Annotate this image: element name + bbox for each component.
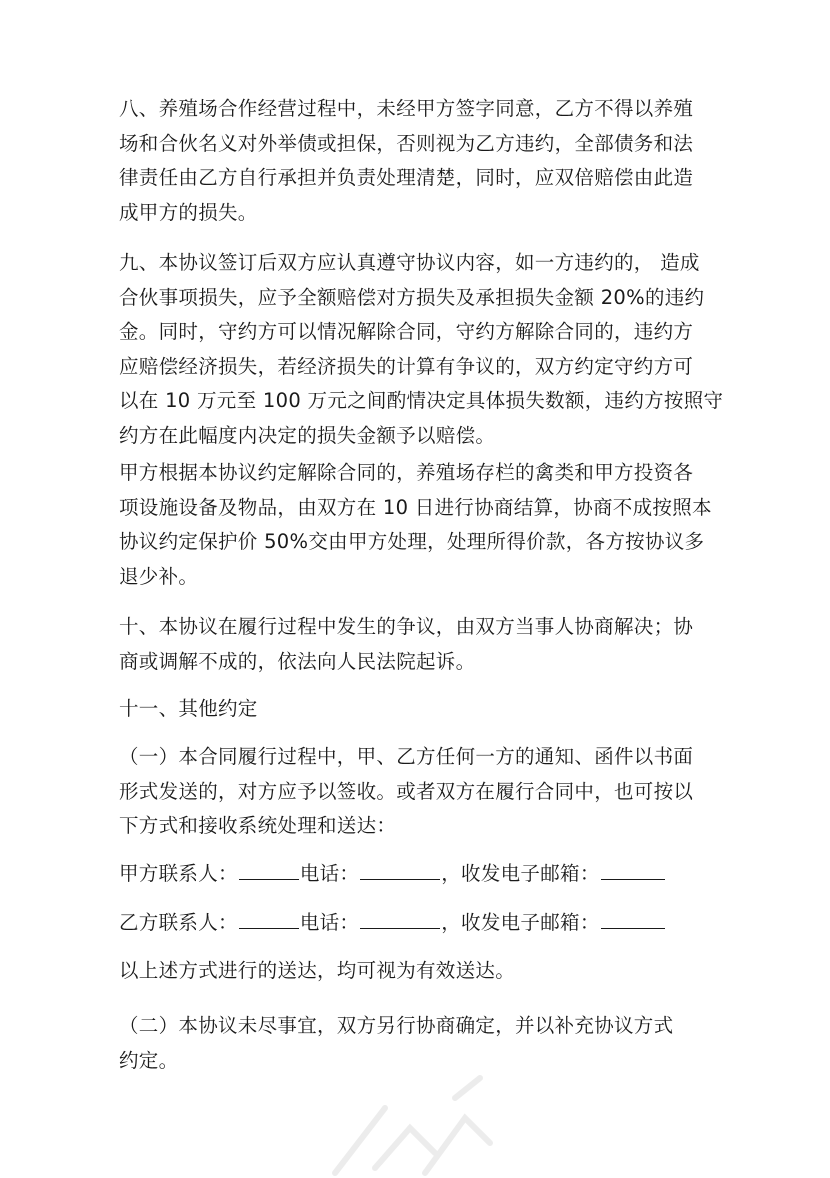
text-line: 退少补。: [119, 564, 199, 588]
party-a-phone-blank[interactable]: [360, 857, 440, 880]
section-heading: 十一、其他约定: [119, 697, 258, 720]
text-line: 项设施设备及物品，由双方在 10 日进行协商结算，协商不成按照本: [119, 495, 712, 519]
text-line: （二）本协议未尽事宜，双方另行协商确定，并以补充协议方式: [119, 1014, 674, 1037]
clause-8-paragraph: [119, 92, 719, 230]
party-a-email-label: ，收发电子邮箱：: [441, 862, 600, 885]
clause-11-title: [119, 692, 719, 727]
clause-11-1-paragraph: [119, 740, 719, 844]
text-line: 以在 10 万元至 100 万元之间酌情决定具体损失数额，违约方按照守: [119, 389, 724, 412]
party-a-phone-label: 电话：: [299, 862, 360, 885]
text-line: （一）本合同履行过程中，甲、乙方任何一方的通知、函件以书面: [119, 745, 694, 768]
party-b-contact-label: 乙方联系人：: [119, 911, 238, 934]
text-line: 十、本协议在履行过程中发生的争议，由双方当事人协商解决；协: [119, 615, 694, 638]
party-b-email-blank[interactable]: [601, 906, 665, 929]
party-b-contact-line: [119, 906, 719, 941]
text-line: 形式发送的，对方应予以签收。或者双方在履行合同中，也可按以: [119, 779, 694, 803]
watermark-icon: [315, 1068, 515, 1178]
clause-9-paragraph: [119, 246, 724, 453]
text-line: 约方在此幅度内决定的损失金额予以赔偿。: [119, 423, 496, 447]
party-a-email-blank[interactable]: [601, 857, 665, 880]
text-line: 金。同时，守约方可以情况解除合同，守约方解除合同的，违约方: [119, 320, 694, 343]
text-line: 八、养殖场合作经营过程中，未经甲方签字同意，乙方不得以养殖: [119, 97, 694, 120]
text-line: 甲方根据本协议约定解除合同的，养殖场存栏的禽类和甲方投资各: [119, 461, 694, 484]
text-line: 下方式和接收系统处理和送达：: [119, 814, 397, 837]
party-a-contact-blank[interactable]: [239, 857, 299, 880]
text-line: 应赔偿经济损失，若经济损失的计算有争议的，双方约定守约方可: [119, 354, 694, 378]
party-b-phone-label: 电话：: [299, 911, 360, 934]
delivery-note: [119, 954, 719, 989]
text-line: 合伙事项损失，应予全额赔偿对方损失及承担损失金额 20%的违约: [119, 285, 705, 309]
text-line: 九、本协议签订后双方应认真遵守协议内容，如一方违约的， 造成: [119, 251, 700, 274]
clause-10-paragraph: [119, 610, 719, 679]
party-b-email-label: ，收发电子邮箱：: [441, 911, 600, 934]
clause-9-termination-paragraph: [119, 456, 719, 594]
text-line: 成甲方的损失。: [119, 200, 258, 224]
text-line: 约定。: [119, 1048, 179, 1072]
party-a-contact-label: 甲方联系人：: [119, 862, 238, 885]
party-a-contact-line: [119, 857, 719, 892]
text-line: 律责任由乙方自行承担并负责处理清楚，同时，应双倍赔偿由此造: [119, 166, 694, 189]
text-line: 协议约定保护价 50%交由甲方处理，处理所得价款，各方按协议多: [119, 530, 705, 553]
party-b-contact-blank[interactable]: [239, 906, 299, 929]
text-line: 商或调解不成的，依法向人民法院起诉。: [119, 649, 476, 673]
text-line: 场和合伙名义对外举债或担保，否则视为乙方违约，全部债务和法: [119, 131, 694, 155]
text-line: 以上述方式进行的送达，均可视为有效送达。: [119, 959, 516, 982]
party-b-phone-blank[interactable]: [360, 906, 440, 929]
